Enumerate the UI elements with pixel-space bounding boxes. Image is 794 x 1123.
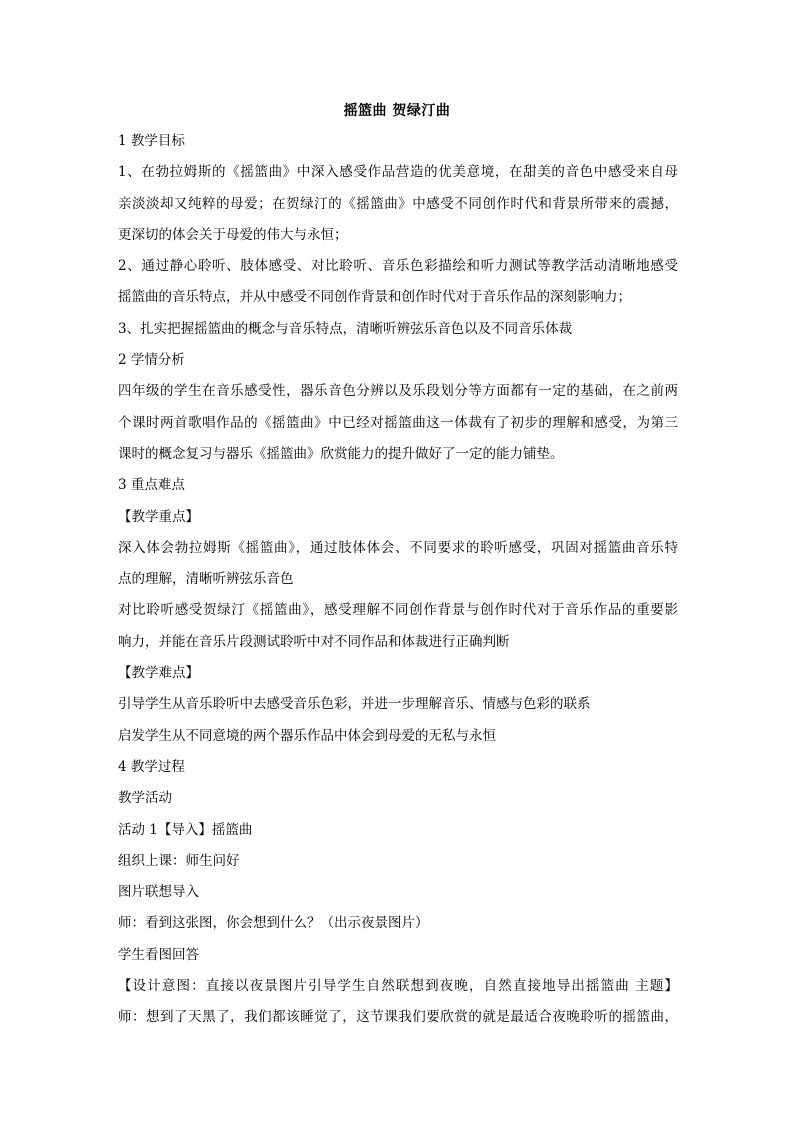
paragraph-line: 3、扎实把握摇篮曲的概念与音乐特点，清晰听辨弦乐音色以及不同音乐体裁 <box>118 320 573 337</box>
paragraph-line: 1、在勃拉姆斯的《摇篮曲》中深入感受作品营造的优美意境，在甜美的音色中感受来自母 <box>118 164 678 181</box>
paragraph-line: 点的理解，清晰听辨弦乐音色 <box>118 571 294 588</box>
document-title: 摇篮曲 贺绿汀曲 <box>343 103 451 119</box>
paragraph-line: 2、通过静心聆听、肢体感受、对比聆听、音乐色彩描绘和听力测试等教学活动清晰地感受 <box>118 258 678 275</box>
paragraph-line: 四年级的学生在音乐感受性，器乐音色分辨以及乐段划分等方面都有一定的基础，在之前两 <box>118 383 678 400</box>
document-body <box>118 126 678 1034</box>
paragraph-line: 更深切的体会关于母爱的伟大与永恒； <box>118 226 348 243</box>
subheading-teaching-focus: 【教学重点】 <box>118 508 199 525</box>
paragraph-line: 摇篮曲的音乐特点，并从中感受不同创作背景和创作时代对于音乐作品的深刻影响力； <box>118 289 631 306</box>
subheading-teaching-difficulty: 【教学难点】 <box>118 665 199 682</box>
paragraph-line: 课时的概念复习与器乐《摇篮曲》欣赏能力的提升做好了一定的能力铺垫。 <box>118 445 564 462</box>
section-heading-objectives: 1 教学目标 <box>118 133 185 149</box>
paragraph-line: 教学活动 <box>118 790 172 807</box>
section-heading-key-points: 3 重点难点 <box>118 477 185 494</box>
paragraph-line: 启发学生从不同意境的两个器乐作品中体会到母爱的无私与永恒 <box>118 727 496 744</box>
paragraph-line: 深入体会勃拉姆斯《摇篮曲》，通过肢体体会、不同要求的聆听感受，巩固对摇篮曲音乐特 <box>118 539 678 556</box>
paragraph-line: 图片联想导入 <box>118 884 199 901</box>
paragraph-line: 师：想到了天黑了，我们都该睡觉了，这节课我们要欣赏的就是最适合夜晚聆听的摇篮曲， <box>118 1009 678 1026</box>
paragraph-line: 【设计意图：直接以夜景图片引导学生自然联想到夜晚，自然直接地导出摇篮曲 主题】 <box>118 978 678 995</box>
paragraph-line: 组织上课：师生问好 <box>118 852 240 869</box>
paragraph-line: 个课时两首歌唱作品的《摇篮曲》中已经对摇篮曲这一体裁有了初步的理解和感受，为第三 <box>118 414 678 431</box>
paragraph-line: 师：看到这张图，你会想到什么？（出示夜景图片） <box>118 915 429 932</box>
paragraph-line: 亲淡淡却又纯粹的母爱；在贺绿汀的《摇篮曲》中感受不同创作时代和背景所带来的震撼， <box>118 195 678 212</box>
paragraph-line: 引导学生从音乐聆听中去感受音乐色彩，并进一步理解音乐、情感与色彩的联系 <box>118 696 591 713</box>
paragraph-line: 响力，并能在音乐片段测试聆听中对不同作品和体裁进行正确判断 <box>118 633 510 650</box>
section-heading-process: 4 教学过程 <box>118 758 185 775</box>
section-heading-analysis: 2 学情分析 <box>118 352 185 369</box>
paragraph-line: 对比聆听感受贺绿汀《摇篮曲》，感受理解不同创作背景与创作时代对于音乐作品的重要影 <box>118 602 678 619</box>
paragraph-line: 学生看图回答 <box>118 946 199 963</box>
paragraph-line: 活动 1【导入】摇篮曲 <box>118 821 253 838</box>
